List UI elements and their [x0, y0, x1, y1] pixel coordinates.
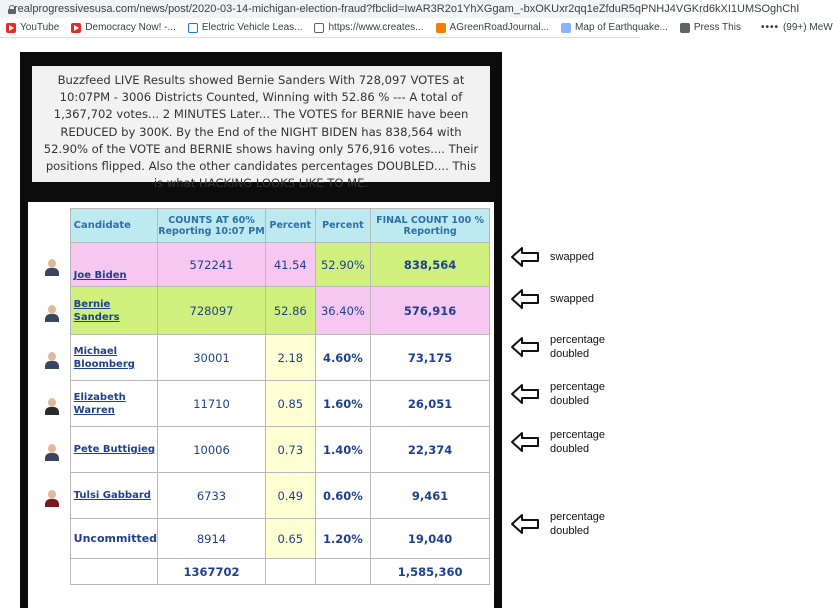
avatar [44, 442, 60, 458]
percent-60: 0.73 [265, 427, 315, 473]
count-60: 8914 [158, 519, 266, 559]
count-final: 22,374 [371, 427, 490, 473]
percent-final: 0.60% [315, 473, 371, 519]
ev-icon [188, 23, 198, 33]
candidate-photo [34, 473, 70, 519]
header-percent-2: Percent [315, 209, 371, 243]
percent-final: 52.90% [315, 243, 371, 287]
url-text[interactable]: realprogressivesusa.com/news/post/2020-03-14-michigan-election-fraud?fbclid=IwAR3R2o1YhXGgam_-bxOKUxr2qq1eZfduR5qPNHJ4VGKrd6kXI1UMSOghChI [14, 3, 800, 15]
count-60: 6733 [158, 473, 266, 519]
percent-final: 1.40% [315, 427, 371, 473]
count-60: 30001 [158, 335, 266, 381]
candidate-photo [34, 381, 70, 427]
avatar [44, 350, 60, 366]
annotation-text: swapped [550, 251, 595, 263]
candidate-name: Uncommitted [70, 519, 157, 559]
candidate-photo [34, 243, 70, 287]
blogger-icon [436, 23, 446, 33]
percent-60: 0.49 [265, 473, 315, 519]
percent-final: 36.40% [315, 287, 371, 335]
count-final: 9,461 [371, 473, 490, 519]
more-icon: •••• [760, 22, 779, 33]
annotation-text: swapped [550, 293, 595, 305]
candidate-name-text: Tulsi Gabbard [73, 490, 151, 501]
count-final: 26,051 [371, 381, 490, 427]
totals-blank [265, 559, 315, 585]
bookmark-youtube[interactable] [6, 22, 59, 33]
candidate-name [70, 381, 157, 427]
candidate-photo-empty [34, 519, 70, 559]
table-row [34, 519, 490, 559]
results-table-container [28, 202, 494, 608]
bookmark-democracy-now[interactable] [71, 22, 176, 33]
annotation-text: percentage doubled [550, 381, 606, 407]
total-count-60: 1367702 [158, 559, 266, 585]
annotation-swapped-sanders [510, 288, 594, 310]
youtube-icon [71, 23, 81, 33]
post-image [20, 52, 502, 608]
percent-60: 41.54 [265, 243, 315, 287]
annotation-text: percentage doubled [550, 334, 606, 360]
table-header-row [34, 209, 490, 243]
table-row [34, 473, 490, 519]
press-icon [680, 23, 690, 33]
bookmark-mew[interactable] [753, 22, 833, 33]
count-final: 576,916 [371, 287, 490, 335]
results-table [34, 208, 490, 585]
totals-label-blank [70, 559, 157, 585]
count-final: 73,175 [371, 335, 490, 381]
count-60: 11710 [158, 381, 266, 427]
header-final: FINAL COUNT 100 % Reporting [371, 209, 490, 243]
left-arrow-icon [510, 513, 540, 535]
count-60: 572241 [158, 243, 266, 287]
avatar [44, 257, 60, 273]
bookmark-label: YouTube [20, 22, 60, 33]
table-row [34, 287, 490, 335]
candidate-photo [34, 427, 70, 473]
percent-final: 1.60% [315, 381, 371, 427]
left-arrow-icon [510, 336, 540, 358]
candidate-name [70, 243, 157, 287]
candidate-name [70, 427, 157, 473]
percent-final: 1.20% [315, 519, 371, 559]
annotation-text: percentage doubled [550, 429, 606, 455]
header-candidate: Candidate [70, 209, 157, 243]
youtube-icon [6, 23, 16, 33]
left-arrow-icon [510, 383, 540, 405]
table-row [34, 243, 490, 287]
annotation-doubled-buttigieg [510, 428, 630, 456]
annotation-doubled-bloomberg [510, 333, 630, 361]
avatar [44, 396, 60, 412]
bookmark-map-earthquake[interactable] [561, 22, 668, 33]
bookmarks-bar [0, 18, 833, 38]
percent-60: 52.86 [265, 287, 315, 335]
total-count-final: 1,585,360 [371, 559, 490, 585]
bookmark-label: AGreenRoadJournal... [449, 22, 550, 33]
candidate-name-text: Michael Bloomberg [73, 345, 135, 370]
table-row [34, 427, 490, 473]
left-arrow-icon [510, 246, 540, 268]
annotation-text: percentage doubled [550, 511, 606, 537]
count-final: 19,040 [371, 519, 490, 559]
candidate-name-text: Elizabeth Warren [73, 391, 126, 416]
candidate-name-text: Joe Biden [73, 270, 127, 281]
table-row [34, 381, 490, 427]
globe-icon [314, 23, 324, 33]
header-counts: COUNTS AT 60% Reporting 10:07 PM [158, 209, 266, 243]
map-icon [561, 23, 571, 33]
candidate-photo [34, 287, 70, 335]
annotation-swapped-biden [510, 246, 594, 268]
address-bar[interactable] [0, 0, 800, 18]
annotation-doubled-warren [510, 380, 630, 408]
annotation-doubled-uncommitted [510, 510, 630, 538]
avatar [44, 303, 60, 319]
bookmark-press-this[interactable] [680, 22, 741, 33]
header-blank [34, 209, 70, 243]
candidate-name [70, 287, 157, 335]
bookmark-label: (99+) MeW [782, 22, 833, 33]
bookmark-creates[interactable] [314, 22, 423, 33]
avatar [44, 488, 60, 504]
bookmark-agreenroad[interactable] [436, 22, 550, 33]
left-arrow-icon [510, 431, 540, 453]
bookmark-label: Electric Vehicle Leas... [201, 22, 303, 33]
count-final: 838,564 [371, 243, 490, 287]
totals-blank [34, 559, 70, 585]
totals-row [34, 559, 490, 585]
percent-60: 0.85 [265, 381, 315, 427]
left-arrow-icon [510, 288, 540, 310]
percent-60: 2.18 [265, 335, 315, 381]
candidate-name [70, 473, 157, 519]
count-60: 10006 [158, 427, 266, 473]
totals-blank [315, 559, 371, 585]
percent-60: 0.65 [265, 519, 315, 559]
header-percent-1: Percent [265, 209, 315, 243]
candidate-name [70, 335, 157, 381]
table-row [34, 335, 490, 381]
bookmark-label: Press This [693, 22, 741, 33]
bookmark-label: https://www.creates... [328, 22, 424, 33]
count-60: 728097 [158, 287, 266, 335]
candidate-name-text: Pete Buttigieg [73, 444, 156, 455]
candidate-photo [34, 335, 70, 381]
image-caption: Buzzfeed LIVE Results showed Bernie Sanders With 728,097 VOTES at 10:07PM - 3006 Districts Counted, Winning with 52.86 % --- A total of 1,367,702 votes... 2 MINUTES Later... The VOTES for BERNIE have been REDUCED by 300K. By the End of the NIGHT BIDEN has 838,564 with 52.90% of the VOTE and BERNIE shows having only 576,916 votes.... Their positions flipped. Also the other candidates percentages DOUBLED.... This is what HACKING LOOKS LIKE TO ME. [32, 66, 490, 182]
candidate-name-text: Bernie Sanders [73, 298, 120, 323]
bookmark-label: Map of Earthquake... [575, 22, 668, 33]
percent-final: 4.60% [315, 335, 371, 381]
bookmark-electric-vehicle[interactable] [188, 22, 303, 33]
bookmark-label: Democracy Now! -... [85, 22, 176, 33]
